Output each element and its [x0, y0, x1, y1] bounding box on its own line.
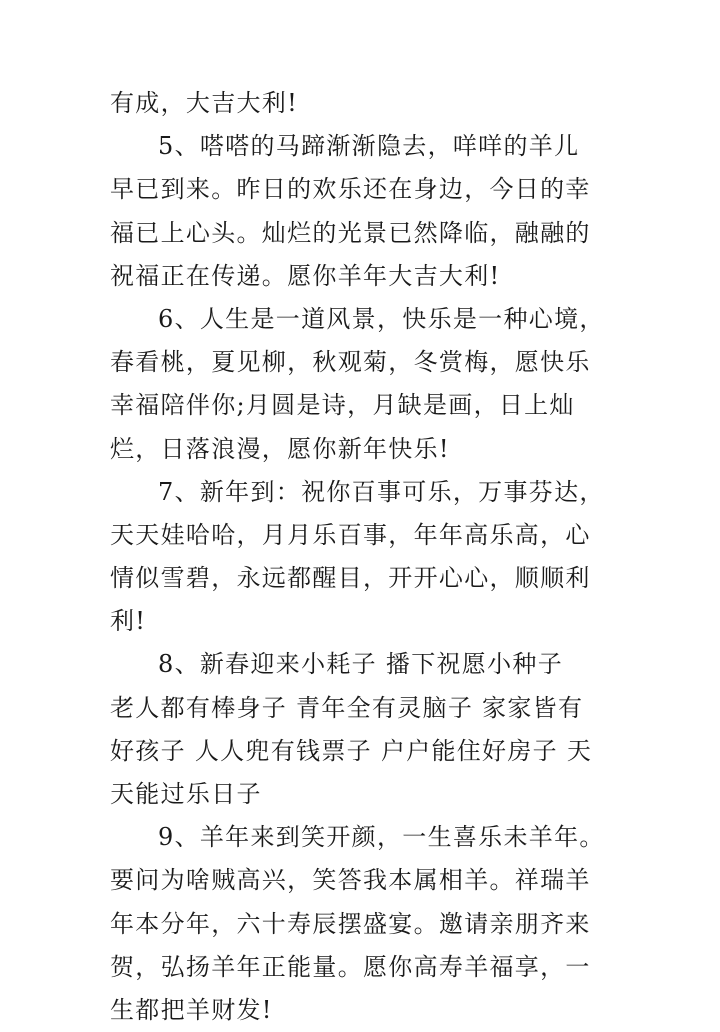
text-line: 老人都有棒身子 青年全有灵脑子 家家皆有: [110, 693, 584, 722]
text-line: 有成，大吉大利!: [110, 89, 299, 117]
text-line: 好孩子 人人兜有钱票子 户户能住好房子 天: [110, 736, 593, 765]
text-line: 贺，弘扬羊年正能量。愿你高寿羊福享，一: [110, 952, 591, 981]
text-line: 生都把羊财发!: [110, 995, 273, 1024]
document-body: [110, 82, 630, 1032]
text-line: 春看桃，夏见柳，秋观菊，冬赏梅，愿快乐: [110, 348, 591, 377]
text-line: 天能过乐日子: [110, 780, 262, 808]
text-line: 祝福正在传递。愿你羊年大吉大利!: [110, 261, 501, 290]
text-line: 要问为啥贼高兴，笑答我本属相羊。祥瑞羊: [110, 866, 591, 895]
text-line: 利!: [110, 607, 147, 636]
paragraph-first-line: 6、人生是一道风景，快乐是一种心境，: [158, 304, 605, 333]
paragraph-first-line: 5、嗒嗒的马蹄渐渐隐去，咩咩的羊儿: [158, 132, 580, 161]
text-line: 烂，日落浪漫，愿你新年快乐!: [110, 434, 450, 463]
paragraph-first-line: 7、新年到：祝你百事可乐，万事芬达，: [158, 477, 605, 506]
text-line: 早已到来。昨日的欢乐还在身边，今日的幸: [110, 175, 591, 204]
text-line: 年本分年，六十寿辰摆盛宴。邀请亲朋齐来: [110, 909, 591, 938]
text-line: 天天娃哈哈，月月乐百事，年年高乐高，心: [110, 520, 591, 549]
paragraph-first-line: 9、羊年来到笑开颜，一生喜乐未羊年。: [158, 823, 605, 852]
text-line: 福已上心头。灿烂的光景已然降临，融融的: [110, 218, 591, 247]
text-line: 情似雪碧，永远都醒目，开开心心，顺顺利: [110, 564, 591, 593]
text-line: 幸福陪伴你;月圆是诗，月缺是画，日上灿: [110, 391, 575, 420]
paragraph-first-line: 8、新春迎来小耗子 播下祝愿小种子: [158, 650, 563, 679]
